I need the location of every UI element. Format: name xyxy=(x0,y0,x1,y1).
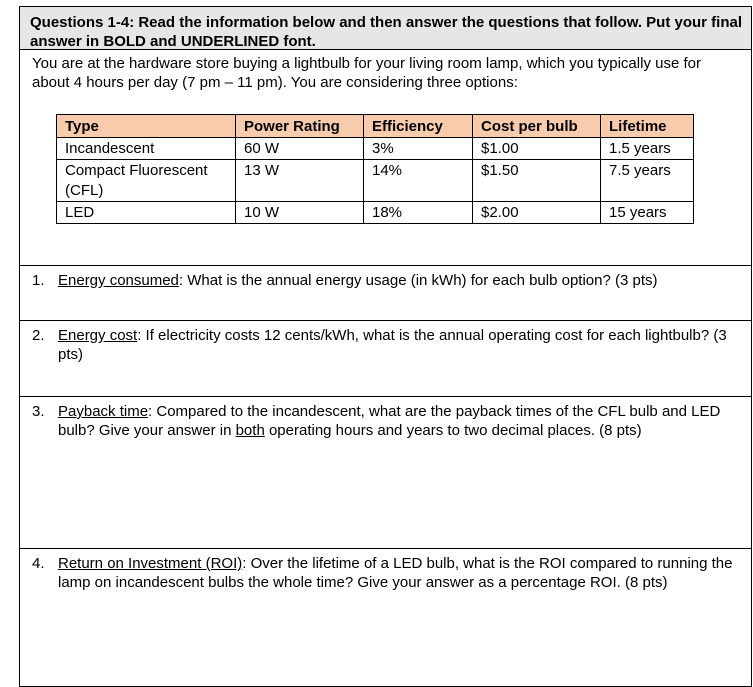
table-cell: 3% xyxy=(364,138,473,160)
table-row xyxy=(57,160,694,202)
table-cell: 18% xyxy=(364,202,473,224)
question-1 xyxy=(19,266,752,321)
question-text xyxy=(58,271,736,290)
table-cell: Incandescent xyxy=(57,138,236,160)
question-emphasis: both xyxy=(235,422,265,439)
question-text xyxy=(58,326,736,364)
question-topic: Energy consumed xyxy=(58,272,179,289)
question-topic: Energy cost xyxy=(58,327,138,344)
question-3 xyxy=(19,397,752,549)
column-header-cost: Cost per bulb xyxy=(473,115,601,138)
question-number: 2. xyxy=(32,327,45,344)
scenario-section xyxy=(19,50,752,266)
column-header-power: Power Rating xyxy=(236,115,364,138)
table-cell: 7.5 years xyxy=(601,160,694,202)
question-body: : If electricity costs 12 cents/kWh, what is the annual operating cost for each lightbulb? (3 pts) xyxy=(58,327,727,363)
table-cell: 14% xyxy=(364,160,473,202)
question-body: operating hours and years to two decimal places. (8 pts) xyxy=(264,422,642,439)
question-number: 4. xyxy=(32,555,45,572)
instructions-header xyxy=(19,6,752,50)
question-number: 3. xyxy=(32,403,45,420)
column-header-lifetime: Lifetime xyxy=(601,115,694,138)
table-cell: 10 W xyxy=(236,202,364,224)
table-cell: 60 W xyxy=(236,138,364,160)
table-cell: LED xyxy=(57,202,236,224)
question-body: : What is the annual energy usage (in kWh) for each bulb option? (3 pts) xyxy=(178,272,658,289)
table-header-row xyxy=(57,115,694,138)
question-text xyxy=(58,402,736,440)
table-cell: $1.50 xyxy=(473,160,601,202)
table-cell: 13 W xyxy=(236,160,364,202)
table-cell: Compact Fluorescent (CFL) xyxy=(57,160,236,202)
question-text xyxy=(58,554,736,592)
scenario-text: You are at the hardware store buying a lightbulb for your living room lamp, which you typically use for about 4 hours per day (7 pm – 11 pm). You are considering three options: xyxy=(32,55,701,91)
instructions-title: Questions 1-4: Read the information below and then answer the questions that follow. Put your final answer in BOLD and UNDERLINED font. xyxy=(30,14,743,50)
bulb-options-table xyxy=(56,114,694,224)
question-topic: Return on Investment (ROI) xyxy=(58,555,243,572)
question-4 xyxy=(19,549,752,687)
table-cell: 1.5 years xyxy=(601,138,694,160)
table-cell: $2.00 xyxy=(473,202,601,224)
worksheet xyxy=(19,6,753,687)
table-row xyxy=(57,202,694,224)
question-2 xyxy=(19,321,752,397)
question-body: : Compared to the incandescent, what are the payback times of the CFL bulb and LED bulb? Give your answer in xyxy=(58,403,721,439)
question-number: 1. xyxy=(32,272,45,289)
table-cell: 15 years xyxy=(601,202,694,224)
column-header-efficiency: Efficiency xyxy=(364,115,473,138)
question-body: : Over the lifetime of a LED bulb, what is the ROI compared to running the lamp on incandescent bulbs the whole time? Give your answer as a percentage ROI. (8 pts) xyxy=(58,555,733,591)
column-header-type: Type xyxy=(57,115,236,138)
question-topic: Payback time xyxy=(58,403,149,420)
table-cell: $1.00 xyxy=(473,138,601,160)
table-row xyxy=(57,138,694,160)
